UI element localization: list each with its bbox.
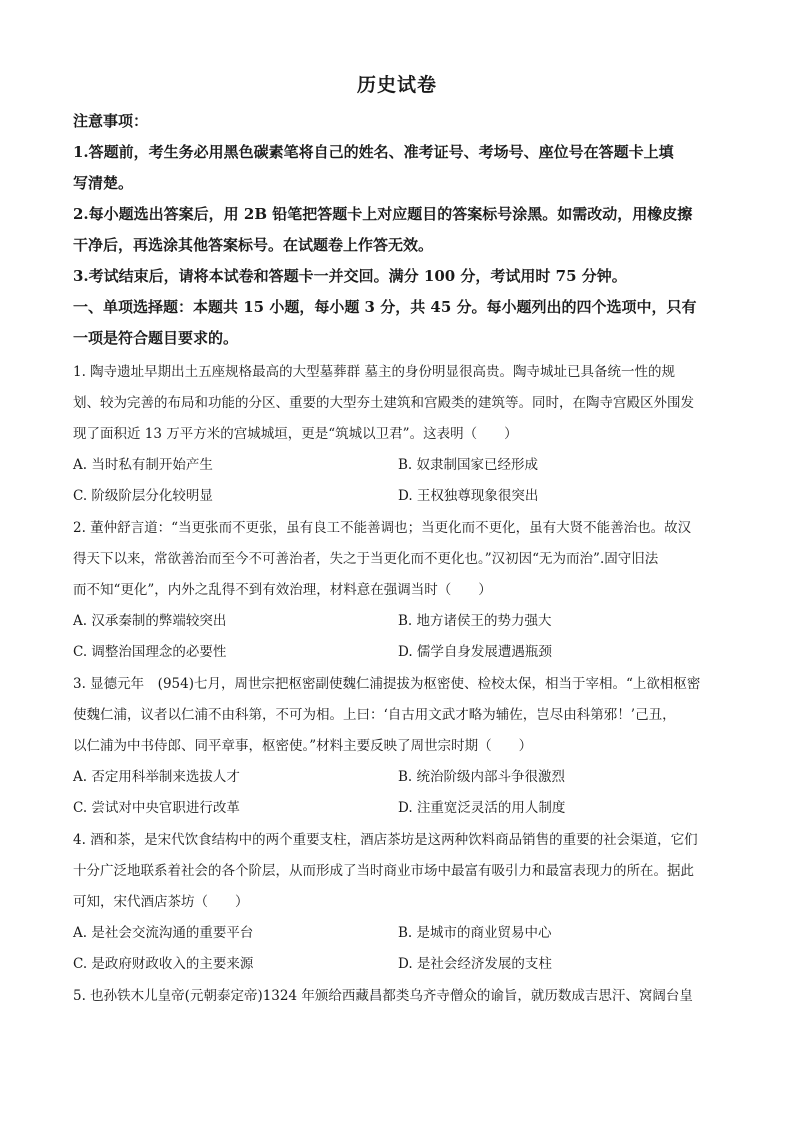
question-3-option-a: A. 否定用科举制来选拔人才: [73, 769, 240, 785]
question-3-option-d: D. 注重宽泛灵活的用人制度: [398, 800, 566, 816]
question-1-line-2: 划、较为完善的布局和功能的分区、重要的大型夯土建筑和宫殿类的建筑等。同时，在陶寺宫殿区外围发: [73, 395, 694, 411]
question-4-option-d: D. 是社会经济发展的支柱: [398, 956, 552, 972]
question-3-option-c: C. 尝试对中央官职进行改革: [73, 800, 240, 816]
section-heading-line-1: 一、单项选择题：本题共 15 小题，每小题 3 分，共 45 分。每小题列出的四个选项中，只有: [73, 298, 697, 316]
question-2-line-3: 而不知“更化”，内外之乱得不到有效治理，材料意在强调当时（ ）: [73, 582, 492, 598]
question-3-line-2: 使魏仁浦，议者以仁浦不由科第，不可为相。上曰：‘自古用文武才略为辅佐，岂尽由科第邪！’己丑，: [73, 707, 676, 723]
notice-item-1-line-2: 写清楚。: [73, 174, 134, 192]
question-1-line-3: 现了面积近 13 万平方米的宫城城垣，更是“筑城以卫君”。这表明（ ）: [73, 426, 518, 442]
notice-item-2-line-2: 干净后，再选涂其他答案标号。在试题卷上作答无效。: [73, 236, 434, 254]
question-3-line-3: 以仁浦为中书侍郎、同平章事，枢密使。”材料主要反映了周世宗时期（ ）: [73, 738, 533, 754]
question-4-option-c: C. 是政府财政收入的主要来源: [73, 956, 254, 972]
question-1-option-a: A. 当时私有制开始产生: [73, 457, 213, 473]
notice-heading: 注意事项：: [73, 112, 149, 130]
notice-item-3-line-1: 3.考试结束后，请将本试卷和答题卡一并交回。满分 100 分，考试用时 75 分钟。: [73, 267, 627, 285]
page-title: 历史试卷: [356, 74, 437, 96]
question-2-line-1: 2. 董仲舒言道：“当更张而不更张，虽有良工不能善调也；当更化而不更化，虽有大贤不能善治也。故汉: [73, 520, 692, 536]
question-1-option-d: D. 王权独尊现象很突出: [398, 488, 539, 504]
question-4-option-a: A. 是社会交流沟通的重要平台: [73, 925, 254, 941]
question-4-line-3: 可知，宋代酒店茶坊（ ）: [73, 894, 249, 910]
section-heading-line-2: 一项是符合题目要求的。: [73, 329, 239, 347]
question-2-option-d: D. 儒学自身发展遭遇瓶颈: [398, 644, 552, 660]
question-2-line-2: 得天下以来，常欲善治而至今不可善治者，失之于当更化而不更化也。”汉初因“无为而治”.固守旧法: [73, 551, 659, 567]
question-1-option-c: C. 阶级阶层分化较明显: [73, 488, 213, 504]
notice-item-2-line-1: 2.每小题选出答案后，用 2B 铅笔把答题卡上对应题目的答案标号涂黑。如需改动，用橡皮擦: [73, 205, 693, 223]
question-4-line-1: 4. 酒和茶，是宋代饮食结构中的两个重要支柱，酒店茶坊是这两种饮料商品销售的重要的社会渠道，它们: [73, 832, 698, 848]
question-3-line-1: 3. 显德元年 (954)七月，周世宗把枢密副使魏仁浦提拔为枢密使、检校太保，相当于宰相。“上欲相枢密: [73, 676, 701, 692]
question-3-option-b: B. 统治阶级内部斗争很激烈: [398, 769, 566, 785]
question-2-option-c: C. 调整治国理念的必要性: [73, 644, 227, 660]
question-4-line-2: 十分广泛地联系着社会的各个阶层，从而形成了当时商业市场中最富有吸引力和最富表现力的所在。据此: [73, 863, 694, 879]
notice-item-1-line-1: 1.答题前，考生务必用黑色碳素笔将自己的姓名、准考证号、考场号、座位号在答题卡上填: [73, 143, 674, 161]
question-4-option-b: B. 是城市的商业贸易中心: [398, 925, 552, 941]
question-1-line-1: 1. 陶寺遗址早期出土五座规格最高的大型墓葬群 墓主的身份明显很高贵。陶寺城址已具备统一性的规: [73, 364, 675, 380]
question-2-option-a: A. 汉承秦制的弊端较突出: [73, 613, 227, 629]
question-2-option-b: B. 地方诸侯王的势力强大: [398, 613, 552, 629]
question-1-option-b: B. 奴隶制国家已经形成: [398, 457, 539, 473]
question-5-line-1: 5. 也孙铁木儿皇帝(元朝泰定帝)1324 年颁给西藏昌都类乌齐寺僧众的谕旨，就历数成吉思汗、窝阔台皇: [73, 988, 693, 1004]
